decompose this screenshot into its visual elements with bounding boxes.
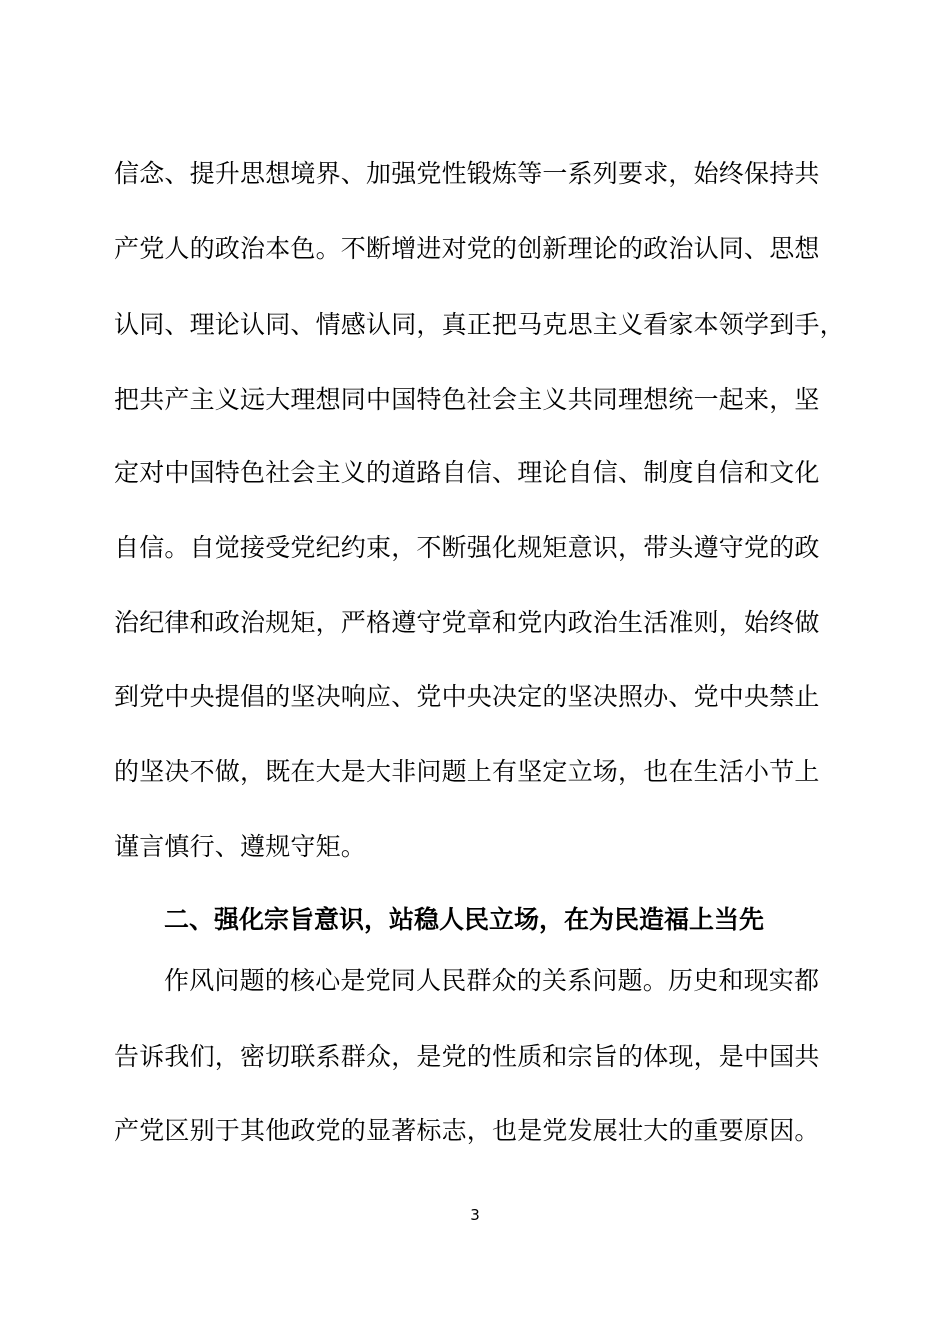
body-line: 信念、提升思想境界、加强党性锻炼等一系列要求，始终保持共: [114, 159, 820, 188]
page-number: 3: [470, 1206, 480, 1224]
body-line: 定对中国特色社会主义的道路自信、理论自信、制度自信和文化: [114, 458, 820, 487]
body-line: 的坚决不做，既在大是大非问题上有坚定立场，也在生活小节上: [114, 757, 820, 786]
body-line: 治纪律和政治规矩，严格遵守党章和党内政治生活准则，始终做: [114, 608, 820, 637]
body-line: 认同、理论认同、情感认同，真正把马克思主义看家本领学到手，: [114, 310, 845, 339]
body-line: 产党区别于其他政党的显著标志，也是党发展壮大的重要原因。: [114, 1116, 820, 1145]
body-line: 告诉我们，密切联系群众，是党的性质和宗旨的体现，是中国共: [114, 1042, 820, 1071]
body-line: 作风问题的核心是党同人民群众的关系问题。历史和现实都: [164, 966, 820, 995]
body-line: 把共产主义远大理想同中国特色社会主义共同理想统一起来，坚: [114, 385, 820, 414]
body-line: 自信。自觉接受党纪约束，不断强化规矩意识，带头遵守党的政: [114, 533, 820, 562]
body-line: 产党人的政治本色。不断增进对党的创新理论的政治认同、思想: [114, 234, 820, 263]
section-heading: 二、强化宗旨意识，站稳人民立场，在为民造福上当先: [164, 905, 765, 934]
body-line: 到党中央提倡的坚决响应、党中央决定的坚决照办、党中央禁止: [114, 682, 820, 711]
body-line: 谨言慎行、遵规守矩。: [114, 832, 367, 861]
